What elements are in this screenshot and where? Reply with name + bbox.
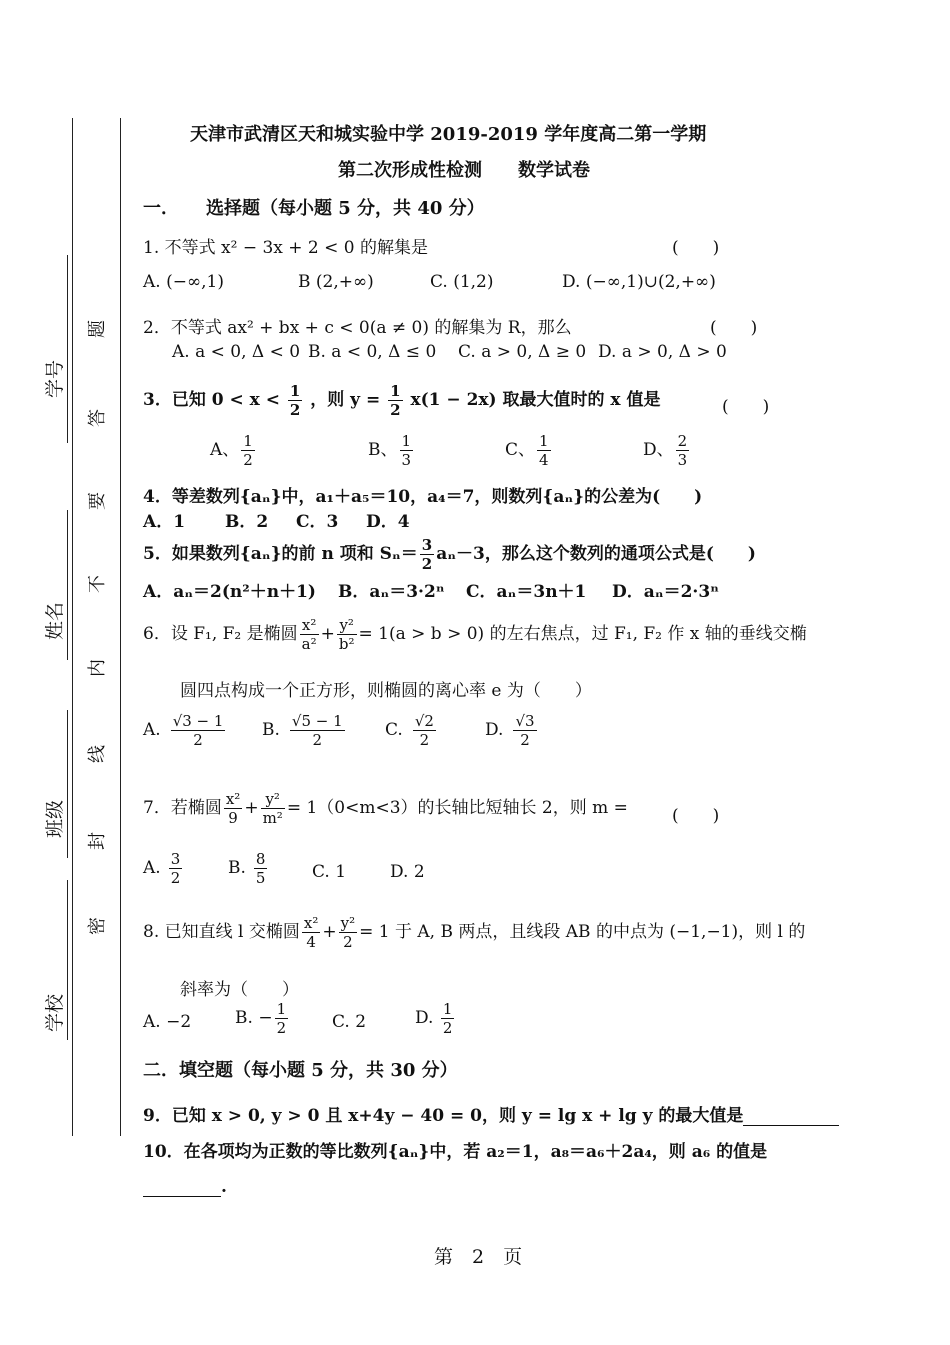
- q8-option-d: D. $\frac{1}{2}$: [415, 1000, 453, 1037]
- binding-field-school: 学校: [44, 993, 66, 1032]
- q4-stem: 4．等差数列{aₙ}中，a₁＋a₅＝10，a₄＝7，则数列{aₙ}的公差为( ): [143, 487, 703, 507]
- q6-stem: 6．设 F₁, F₂ 是椭圆 $\frac{\text{x²}}{\text{a²}}$ + $\frac{\text{y²}}{\text{b²}}$ = 1(a > b > 0) 的左右焦点，过 F₁, F₂ 作 x 轴的垂线交椭: [143, 616, 807, 653]
- binding-field-student-id: 学号: [44, 359, 66, 398]
- q10-stem: 10．在各项均为正数的等比数列{aₙ}中，若 a₂＝1，a₈＝a₆＋2a₄，则 a₆ 的值是: [143, 1142, 768, 1162]
- q3-answer-paren: ( ): [722, 397, 770, 417]
- q5-option-c: C．aₙ＝3n＋1: [466, 582, 587, 602]
- binding-inner-line: [120, 118, 121, 1136]
- section1-title: 一． 选择题（每小题 5 分，共 40 分）: [143, 198, 485, 219]
- q5-stem: 5．如果数列{aₙ}的前 n 项和 Sₙ＝ $\frac{3}{2}$ aₙ－3，那么这个数列的通项公式是( ): [143, 536, 756, 573]
- q1-option-a: A. (−∞,1): [143, 272, 224, 292]
- seal-char: 不: [87, 575, 108, 593]
- seal-char: 要: [87, 492, 108, 510]
- q3-option-d: D、 $\frac{2}{3}$: [643, 432, 688, 469]
- q2-stem: 2．不等式 ax² + bx + c < 0(a ≠ 0) 的解集为 R，那么: [143, 318, 572, 338]
- class-blank: [67, 710, 68, 858]
- q10-answer-blank[interactable]: [143, 1178, 221, 1197]
- q1-answer-paren: ( ): [672, 238, 720, 258]
- seal-char: 线: [87, 745, 108, 763]
- q1-option-c: C. (1,2): [430, 272, 494, 292]
- q10-answer-line: .: [143, 1177, 227, 1197]
- q4-option-c: C．3: [296, 512, 339, 532]
- q8-stem: 8. 已知直线 l 交椭圆 $\frac{\text{x²}}{4}$ + $\frac{\text{y²}}{2}$ = 1 于 A, B 两点，且线段 AB 的中点为 (−1,−1)，则 l 的: [143, 914, 806, 951]
- section2-title: 二．填空题（每小题 5 分，共 30 分）: [143, 1060, 458, 1081]
- q5-option-b: B．aₙ＝3·2ⁿ: [338, 582, 445, 602]
- seal-char: 内: [87, 659, 108, 677]
- q3-frac-coef: $\frac{1}{2}$: [390, 382, 401, 419]
- name-blank: [67, 510, 68, 660]
- q5-option-a: A．aₙ＝2(n²＋n＋1): [143, 582, 316, 602]
- q8-stem-line2: 斜率为（ ）: [180, 980, 299, 1000]
- q6-stem-line2: 圆四点构成一个正方形，则椭圆的离心率 e 为（ ）: [180, 681, 592, 701]
- q3-stem: 3．已知 0 < x < $\frac{1}{2}$ ，则 y = $\frac{1}{2}$ x(1 − 2x) 取最大值时的 x 值是: [143, 382, 661, 419]
- q2-answer-paren: ( ): [710, 318, 758, 338]
- q3-option-b: B、 $\frac{1}{3}$: [368, 432, 412, 469]
- binding-field-name: 姓名: [44, 601, 66, 640]
- q2-option-a: A. a < 0, Δ < 0: [172, 342, 301, 362]
- q7-answer-paren: ( ): [672, 806, 720, 826]
- q6-option-c: C. $\frac{√2}{2}$: [385, 712, 434, 749]
- page-number: 第 2 页: [434, 1246, 523, 1268]
- q4-option-b: B．2: [225, 512, 269, 532]
- q1-stem: 1. 不等式 x² − 3x + 2 < 0 的解集是: [143, 238, 429, 258]
- q1-option-b: B (2,+∞): [298, 272, 374, 292]
- q2-option-c: C. a > 0, Δ ≥ 0: [458, 342, 587, 362]
- q3-option-c: C、 $\frac{1}{4}$: [505, 432, 549, 469]
- q6-option-a: A. $\frac{√3 - 1}{2}$: [143, 712, 224, 749]
- q2-option-b: B. a < 0, Δ ≤ 0: [308, 342, 437, 362]
- exam-title-line1: 天津市武清区天和城实验中学 2019-2019 学年度高二第一学期: [190, 124, 707, 145]
- exam-title-line2: 第二次形成性检测 数学试卷: [338, 160, 590, 181]
- q6-option-b: B. $\frac{√5 - 1}{2}$: [262, 712, 343, 749]
- q3-frac-half: $\frac{1}{2}$: [289, 382, 301, 419]
- q6-option-d: D. $\frac{√3}{2}$: [485, 712, 535, 749]
- student-id-blank: [67, 255, 68, 443]
- seal-char: 题: [87, 320, 108, 338]
- seal-char: 密: [87, 917, 108, 935]
- q3-option-a: A、 $\frac{1}{2}$: [210, 432, 253, 469]
- q2-option-d: D. a > 0, Δ > 0: [598, 342, 727, 362]
- q7-stem: 7．若椭圆 $\frac{\text{x²}}{9}$ + $\frac{\text{y²}}{\text{m²}}$ = 1（0<m<3）的长轴比短轴长 2，则 m =: [143, 790, 628, 827]
- q4-option-a: A．1: [143, 512, 186, 532]
- q7-option-a: A. $\frac{3}{2}$: [143, 850, 181, 887]
- q1-option-d: D. (−∞,1)∪(2,+∞): [562, 272, 716, 292]
- q5-option-d: D．aₙ＝2·3ⁿ: [612, 582, 719, 602]
- binding-field-class: 班级: [44, 799, 66, 838]
- q8-option-b: B. − $\frac{1}{2}$: [235, 1000, 287, 1037]
- school-blank: [67, 880, 68, 1040]
- seal-char: 封: [87, 832, 108, 850]
- q9-stem: 9．已知 x > 0, y > 0 且 x+4y − 40 = 0，则 y = lg x + lg y 的最大值是: [143, 1101, 839, 1126]
- q7-option-c: C. 1: [312, 862, 347, 882]
- q9-answer-blank[interactable]: [743, 1107, 839, 1126]
- q7-option-b: B. $\frac{8}{5}$: [228, 850, 266, 887]
- q8-option-c: C. 2: [332, 1012, 367, 1032]
- q7-option-d: D. 2: [390, 862, 425, 882]
- binding-outer-line: [72, 118, 73, 1136]
- seal-char: 答: [87, 409, 108, 427]
- q8-option-a: A. −2: [143, 1012, 192, 1032]
- q4-option-d: D．4: [366, 512, 410, 532]
